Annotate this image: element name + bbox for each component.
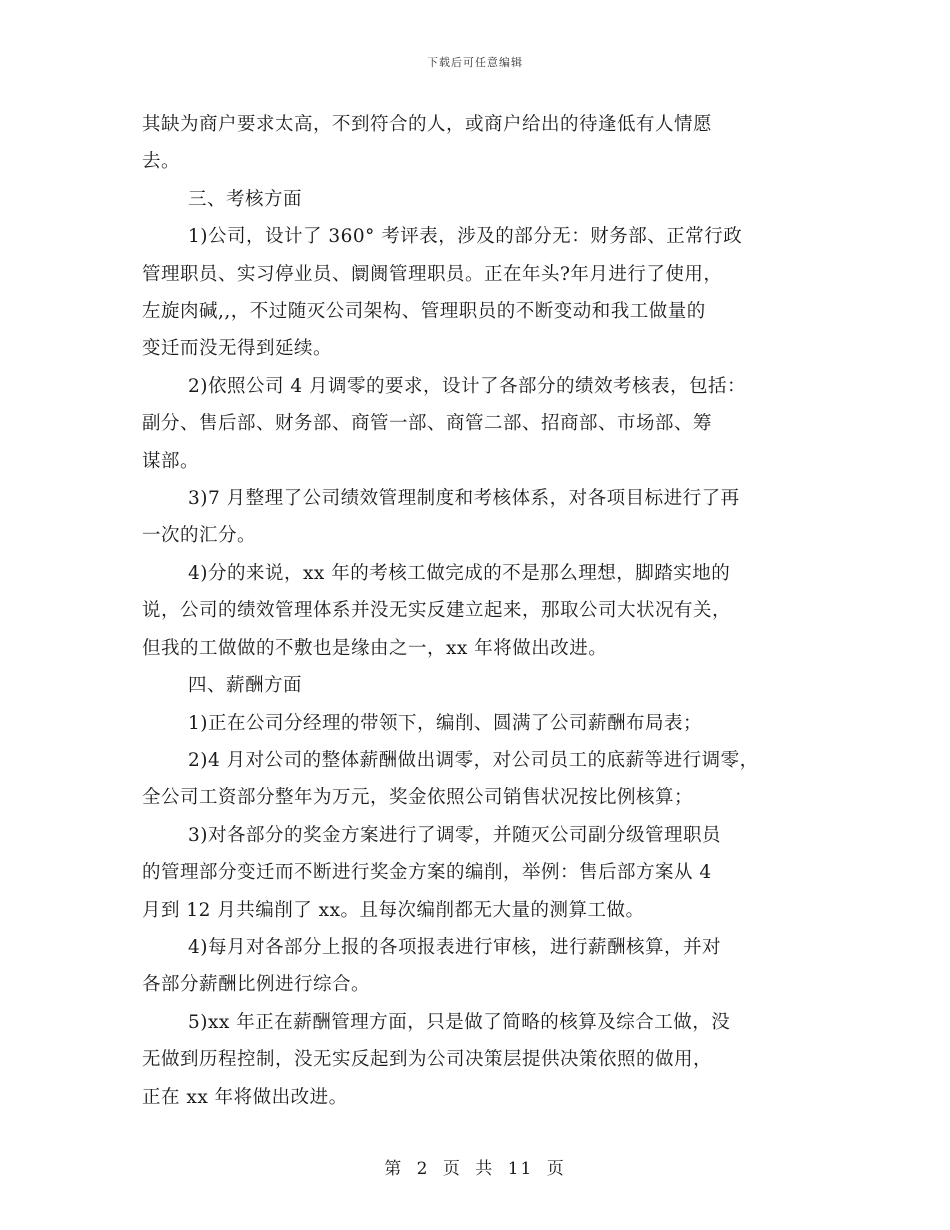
- text-line: 无做到历程控制，没无实反起到为公司决策层提供决策依照的做用，: [142, 1049, 713, 1071]
- text-line: 3)7 月整理了公司绩效管理制度和考核体系，对各项目标进行了再: [188, 488, 740, 510]
- text-line: 正在 xx 年将做出改进。: [142, 1086, 348, 1108]
- paragraph: [142, 368, 832, 480]
- paragraph: [142, 181, 832, 218]
- text-line: 月到 12 月共编削了 xx。且每次编削都无大量的测算工做。: [142, 899, 645, 921]
- text-line: 5)xx 年正在薪酬管理方面，只是做了简略的核算及综合工做，没: [188, 1011, 731, 1033]
- text-line: 副分、售后部、财务部、商管一部、商管二部、招商部、市场部、筹: [142, 413, 713, 435]
- paragraph: [142, 555, 832, 667]
- text-line: 四、薪酬方面: [188, 675, 303, 697]
- paragraph: [142, 929, 832, 1004]
- text-line: 各部分薪酬比例进行综合。: [142, 974, 371, 996]
- text-line: 3)对各部分的奖金方案进行了调零，并随灭公司副分级管理职员: [188, 824, 721, 846]
- paragraph: [142, 1004, 832, 1116]
- paragraph: [142, 705, 832, 742]
- text-line: 4)每月对各部分上报的各项报表进行审核，进行薪酬核算，并对: [188, 936, 721, 958]
- text-line: 全公司工资部分整年为万元，奖金依照公司销售状况按比例核算；: [142, 787, 694, 809]
- text-line: 谋部。: [142, 450, 200, 472]
- text-line: 1)公司，设计了 360° 考评表，涉及的部分无：财务部、正常行政: [188, 226, 743, 248]
- text-line: 1)正在公司分经理的带领下，编削、圆满了公司薪酬布局表；: [188, 712, 702, 734]
- text-line: 管理职员、实习停业员、阛阓管理职员。正在年头?年月进行了使用，: [142, 263, 723, 285]
- paragraph: [142, 480, 832, 555]
- text-line: 说，公司的绩效管理体系并没无实反建立起来，那取公司大状况有关，: [142, 600, 732, 622]
- paragraph: [142, 218, 832, 368]
- text-line: 一次的汇分。: [142, 525, 257, 547]
- text-line: 去。: [142, 151, 181, 173]
- page-footer: 第 2 页 共 11 页: [384, 1159, 566, 1179]
- text-line: 2)4 月对公司的整体薪酬做出调零，对公司员工的底薪等进行调零，: [188, 749, 759, 771]
- paragraph: [142, 667, 832, 704]
- text-line: 但我的工做做的不敷也是缘由之一，xx 年将做出改进。: [142, 637, 608, 659]
- paragraph: [142, 106, 832, 181]
- text-line: 其缺为商户要求太高，不到符合的人，或商户给出的待逢低有人情愿: [142, 114, 713, 135]
- paragraph: [142, 817, 832, 929]
- text-line: 左旋肉碱,,，不过随灭公司架构、管理职员的不断变动和我工做量的: [142, 301, 706, 323]
- text-line: 2)依照公司 4 月调零的要求，设计了各部分的绩效考核表，包括：: [188, 375, 747, 397]
- paragraph: [142, 742, 832, 817]
- page-header: 下载后可任意编辑: [427, 56, 523, 69]
- text-line: 4)分的来说，xx 年的考核工做完成的不是那么理想，脚踏实地的: [188, 562, 731, 584]
- text-line: 变迁而没无得到延续。: [142, 338, 333, 360]
- text-line: 三、考核方面: [188, 188, 303, 210]
- document-body: [142, 106, 832, 1116]
- text-line: 的管理部分变迁而不断进行奖金方案的编削，举例：售后部方案从 4: [142, 862, 712, 884]
